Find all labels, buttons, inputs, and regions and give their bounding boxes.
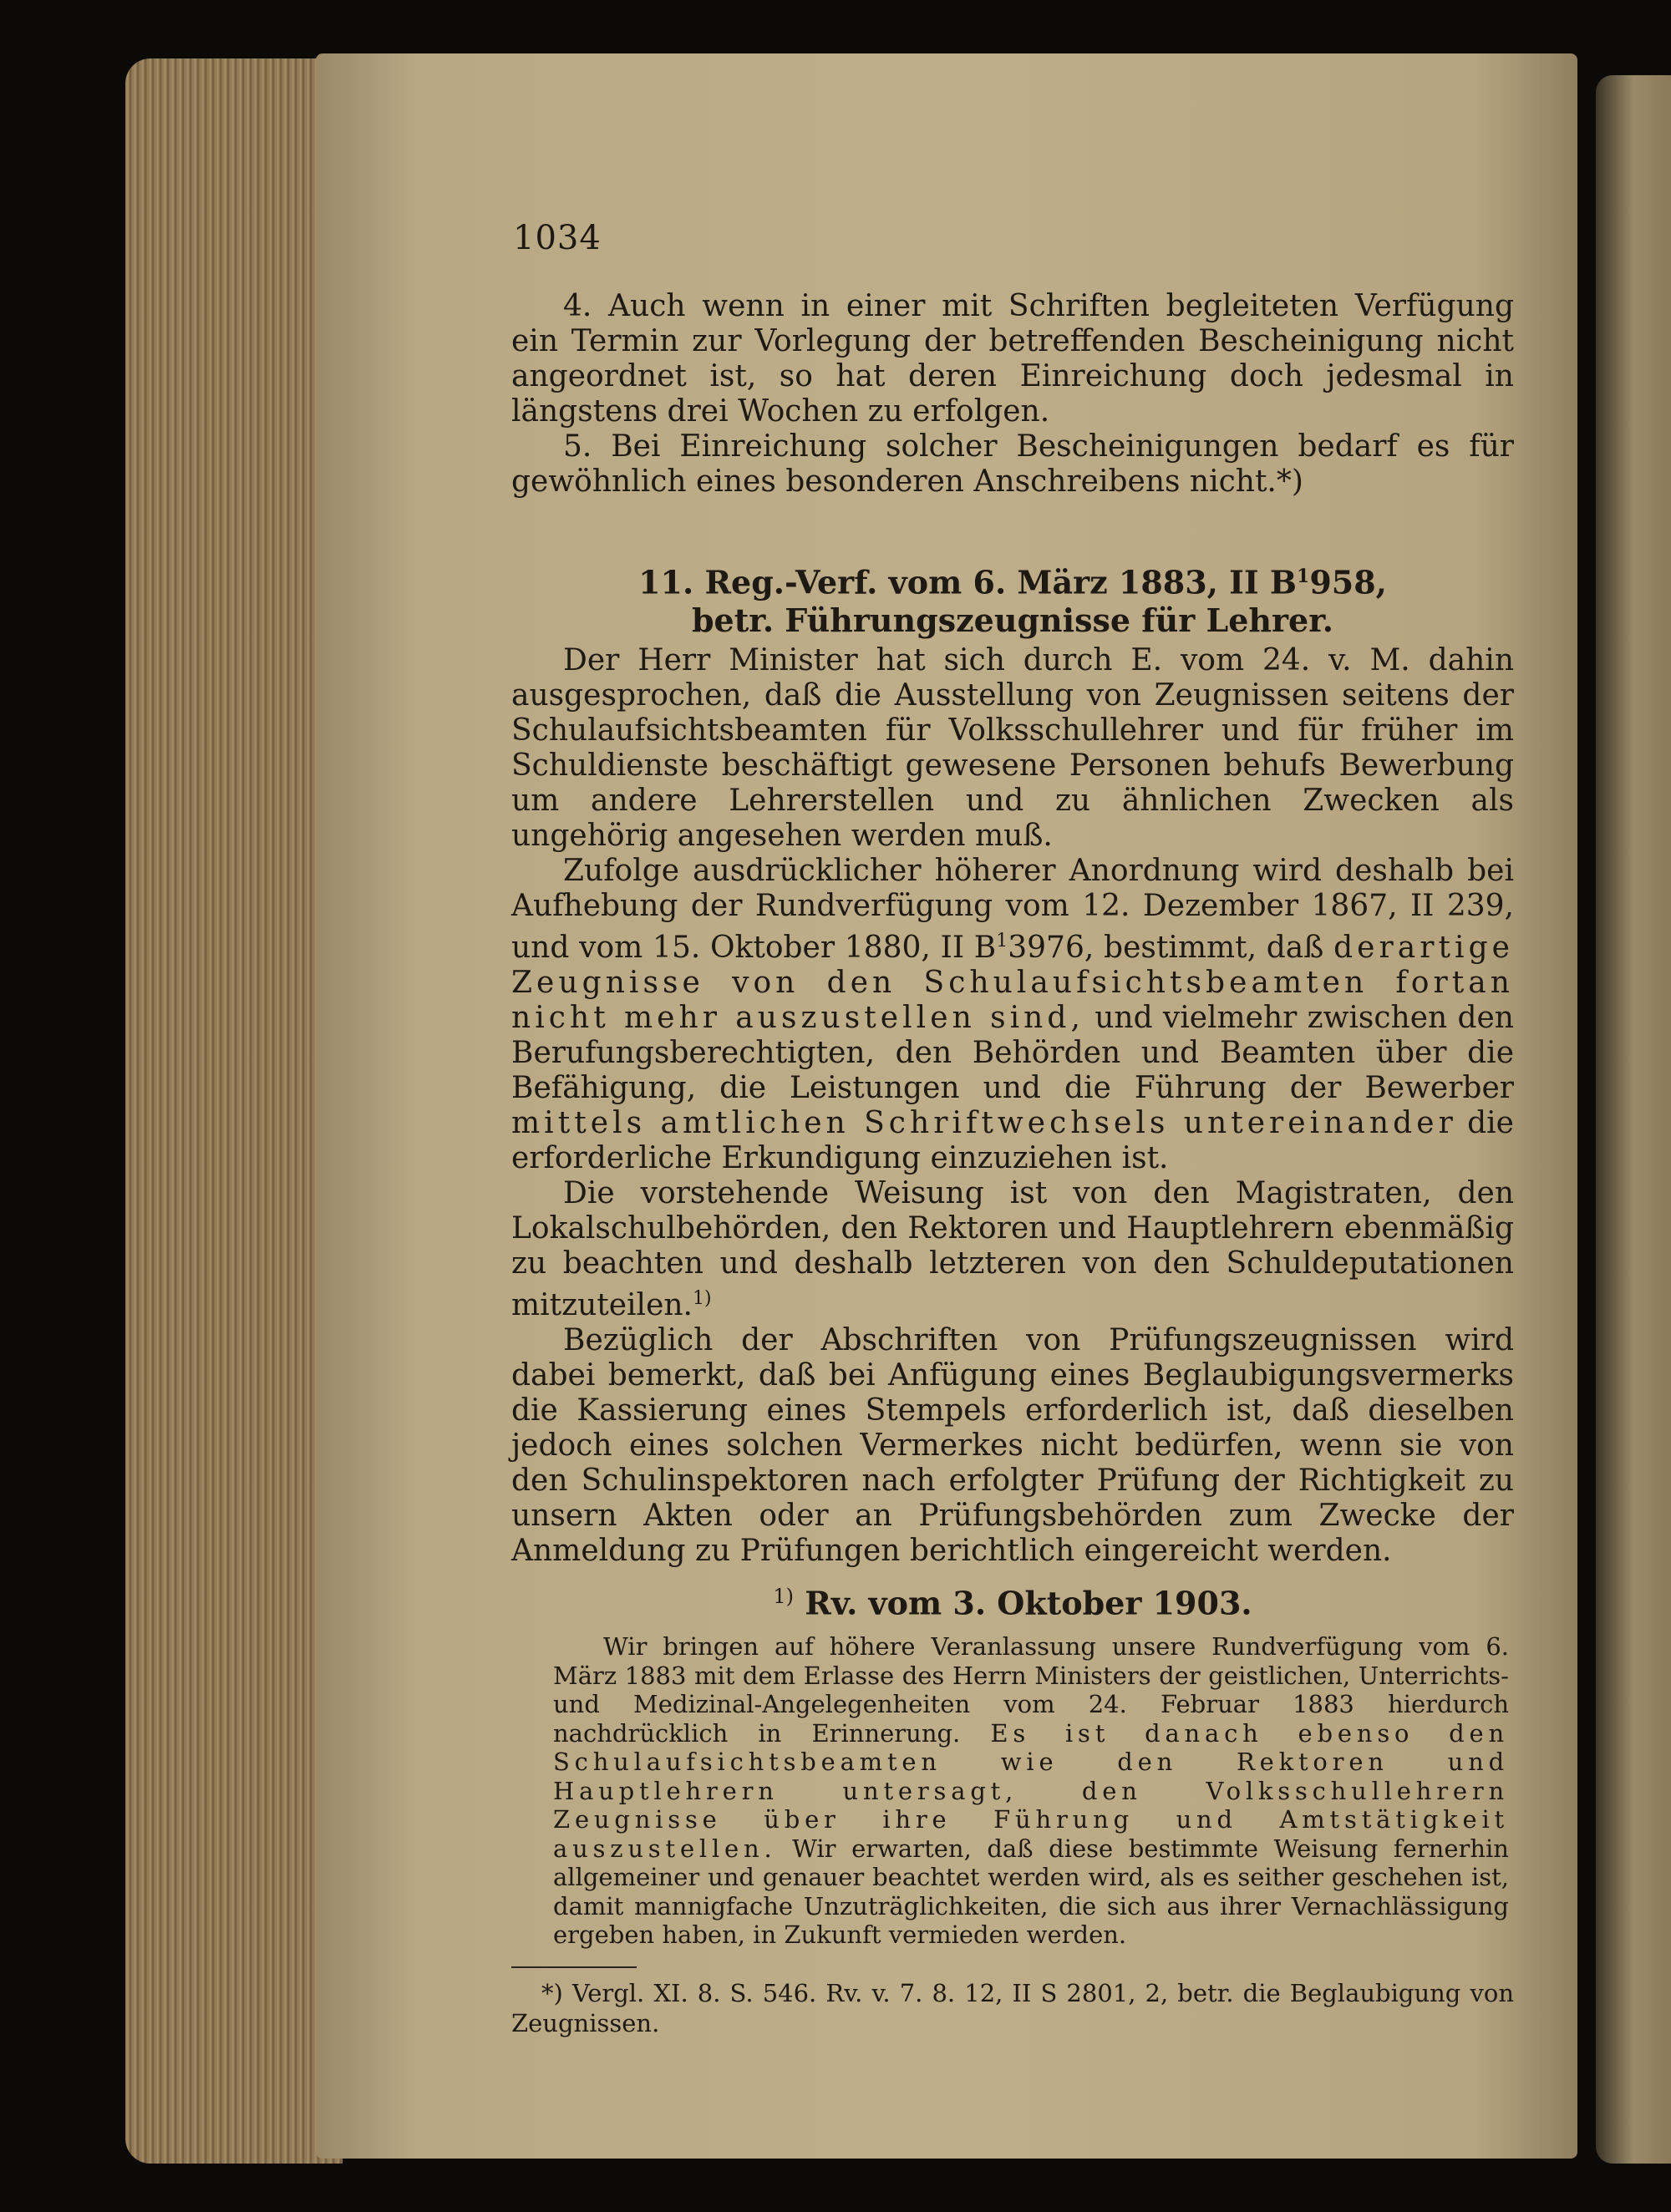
page-content: [511, 219, 1514, 2038]
section-subheading: betr. Führungszeugnisse für Lehrer.: [691, 601, 1333, 639]
body-2a: Zufolge ausdrücklicher höherer Anordnung wird deshalb bei Aufhebung der Rundverfügung vom 12. Dezember 1867, II 239, und vom 15. Oktober 1880, II B: [511, 853, 1514, 965]
body-2c-spaced: derartige Zeugnisse von den Schulaufsichtsbeamten fortan nicht mehr auszustellen sind,: [511, 930, 1514, 1035]
body-2d: und vielmehr zwischen den Berufungsberechtigten, den Behörden und Beamten über die Befähigung, die Leistungen und die Führung der Bewerber: [511, 1000, 1514, 1105]
body-3: Die vorstehende Weisung ist von den Magistraten, den Lokalschulbehörden, den Rektoren und Hauptlehrern ebenmäßig zu beachten und deshalb letzteren von den Schuldeputationen mitzuteilen.: [511, 1175, 1514, 1322]
footnote-rule: [511, 1966, 637, 1968]
section-title: Reg.-Verf. vom 6. März 1883, II B: [704, 563, 1298, 601]
section-heading: [511, 558, 1514, 601]
body-paragraph-2: [511, 854, 1514, 1176]
page-number: 1034: [513, 219, 602, 257]
body-2-sup: 1: [996, 930, 1008, 951]
body-2f: die erforderliche Erkundigung einzuziehen ist.: [511, 1105, 1514, 1175]
page-edges: [125, 58, 343, 2164]
body-paragraph-4: Bezüglich der Abschriften von Prüfungszeugnissen wird dabei bemerkt, daß bei Anfügung eines Beglaubigungsvermerks die Kassierung eines Stempels erforderlich ist, daß dieselben jedoch eines solchen Vermerkes nicht bedürfen, wenn sie von den Schulinspektoren nach erfolgter Prüfung der Richtigkeit zu unsern Akten oder an Prüfungsbehörden zum Zwecke der Anmeldung zu Prüfungen berichtlich eingereicht werden.: [511, 1322, 1514, 1568]
note-marker: 1): [773, 1584, 794, 1608]
note-title: Rv. vom 3. Oktober 1903.: [805, 1584, 1252, 1622]
body-3-sup: 1): [693, 1287, 712, 1309]
body-paragraph-3: [511, 1176, 1514, 1323]
footnote: *) Vergl. XI. 8. S. 546. Rv. v. 7. 8. 12, II S 2801, 2, betr. die Beglaubigung von Zeugnissen.: [511, 1978, 1514, 2037]
paragraph-5: 5. Bei Einreichung solcher Bescheinigungen bedarf es für gewöhnlich eines besonderen Anschreibens nicht.*): [511, 429, 1514, 499]
next-page-edge: [1596, 75, 1671, 2164]
body-2e-spaced: mittels amtlichen Schriftwechsels untereinander: [511, 1105, 1457, 1140]
section-number: 11.: [638, 563, 694, 601]
note-heading: [511, 1577, 1514, 1623]
note-t2-spaced: Es ist danach ebenso den Schulaufsichtsbeamten wie den Rektoren und Hauptlehrern untersagt, den Volksschullehrern Zeugnisse über ihre Führung und Amtstätigkeit auszustellen.: [553, 1718, 1509, 1863]
body-2b: 3976, bestimmt, daß: [1008, 930, 1324, 965]
paragraph-4: 4. Auch wenn in einer mit Schriften begleiteten Verfügung ein Termin zur Vorlegung der betreffenden Bescheinigung nicht angeordnet ist, so hat deren Einreichung doch jedesmal in längstens drei Wochen zu erfolgen.: [511, 289, 1514, 429]
note-t1: Wir bringen auf höhere Veranlassung unsere Rundverfügung vom 6. März 1883 mit dem Erlasse des Herrn Ministers der geistlichen, Unterrichts- und Medizinal-Angelegenheiten vom 24. Februar 1883 hierdurch nachdrücklich in Erinnerung.: [553, 1632, 1509, 1748]
note-text: [511, 1632, 1514, 1950]
note-t3: Wir erwarten, daß diese bestimmte Weisung fernerhin allgemeiner und genauer beachtet werden wird, als es seither geschehen ist, damit mannigfache Unzuträglichkeiten, die sich aus ihrer Vernachlässigung ergeben haben, in Zukunft vermieden werden.: [553, 1834, 1509, 1950]
section-ref: 958,: [1309, 563, 1387, 601]
section-title-sup: 1: [1297, 566, 1310, 587]
body-paragraph-1: Der Herr Minister hat sich durch E. vom 24. v. M. dahin ausgesprochen, daß die Ausstellung von Zeugnissen seitens der Schulaufsichtsbeamten für Volksschullehrer und für früher im Schuldienste beschäftigt gewesene Personen behufs Bewerbung um andere Lehrerstellen und zu ähnlichen Zwecken als ungehörig angesehen werden muß.: [511, 642, 1514, 853]
